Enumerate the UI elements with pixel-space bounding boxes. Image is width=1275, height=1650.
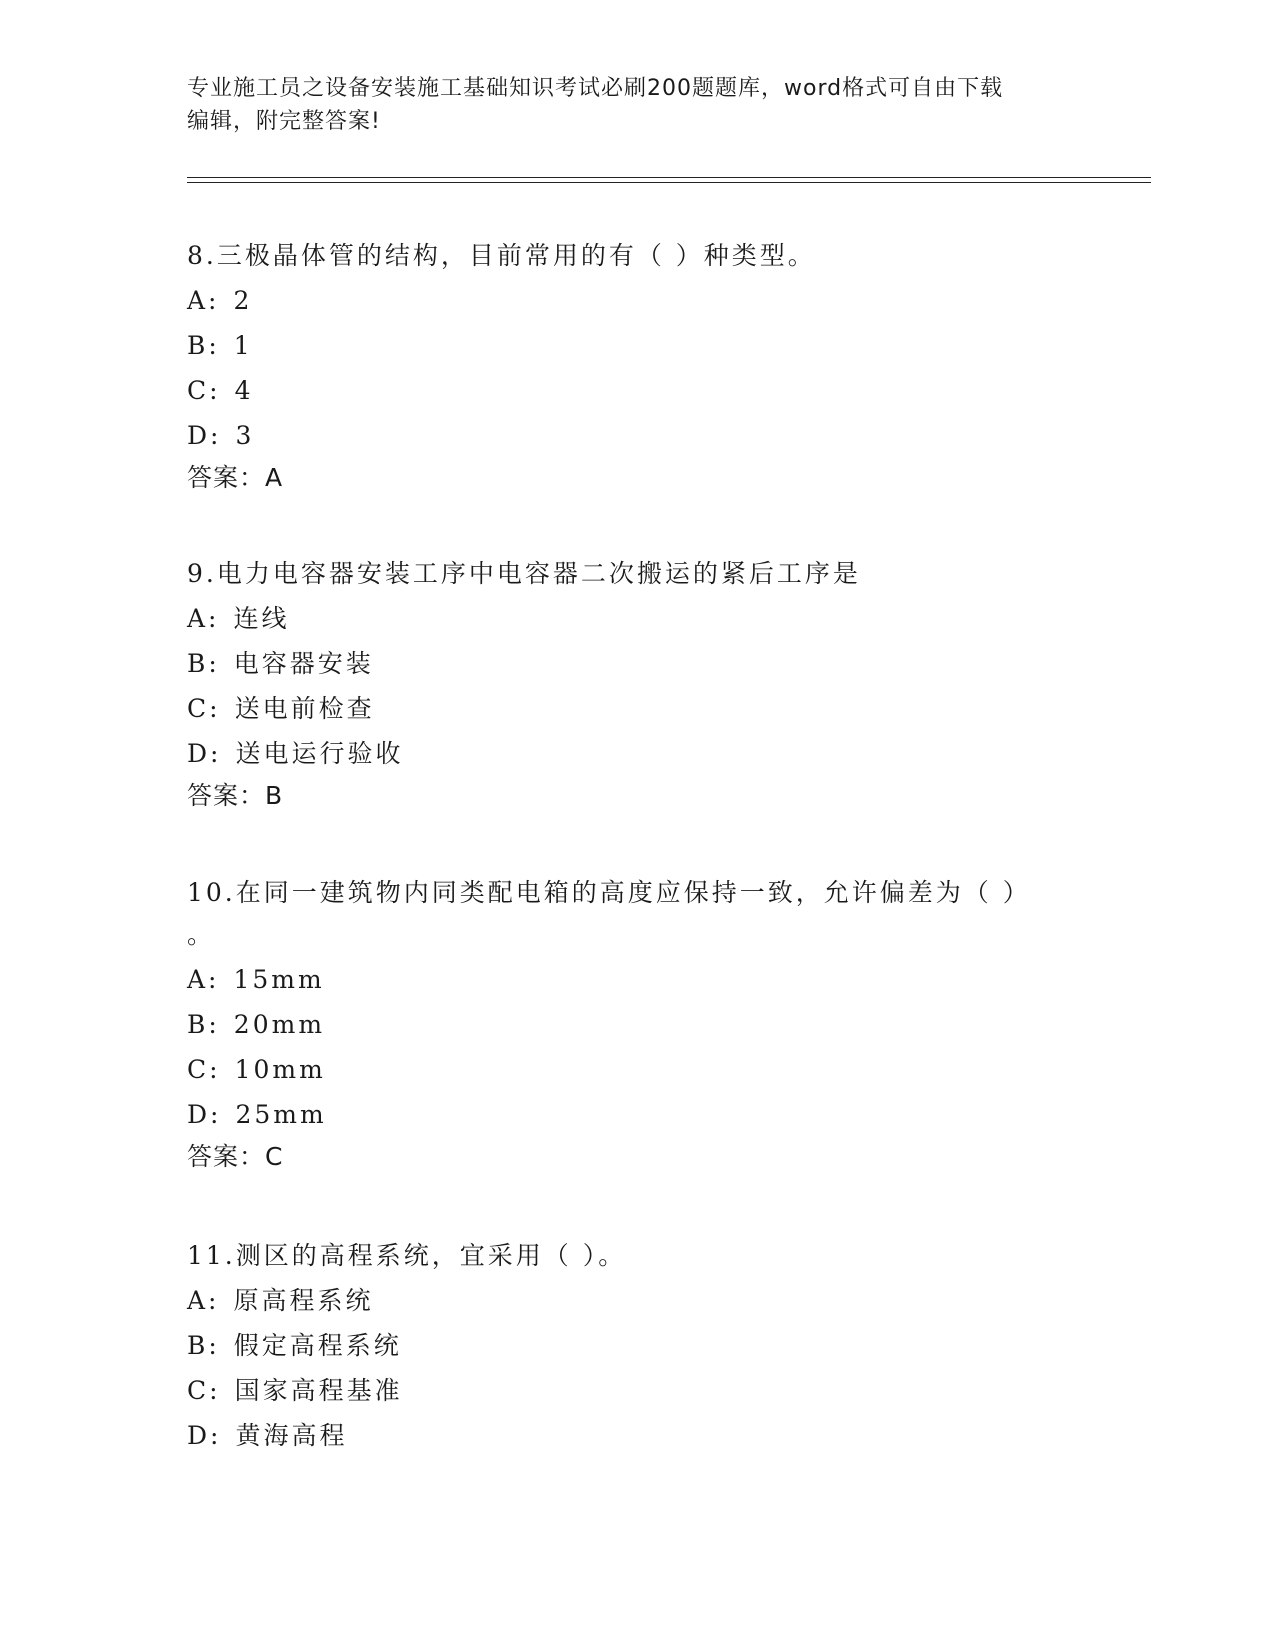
option-text: 15mm <box>233 965 325 994</box>
option-d <box>187 1099 1087 1131</box>
option-text: 4 <box>234 376 254 405</box>
option-a <box>187 285 1087 317</box>
question-11 <box>187 1240 1087 1452</box>
option-text: 电容器安装 <box>233 649 374 678</box>
option-a <box>187 603 1087 635</box>
option-letter: B: <box>187 331 220 360</box>
option-letter: B: <box>187 649 220 678</box>
option-text: 10mm <box>234 1055 326 1084</box>
document-header <box>187 72 1087 138</box>
option-text: 假定高程系统 <box>233 1331 402 1360</box>
option-a <box>187 1285 1087 1317</box>
option-text: 1 <box>233 331 253 360</box>
option-text: 黄海高程 <box>235 1421 348 1450</box>
option-letter: A: <box>187 965 220 994</box>
question-stem-continuation: 。 <box>187 920 213 949</box>
option-d <box>187 738 1087 770</box>
option-text: 20mm <box>233 1010 326 1039</box>
option-c <box>187 693 1087 725</box>
question-10 <box>187 877 1087 1173</box>
option-text: 3 <box>235 421 255 450</box>
option-letter: D: <box>187 1421 222 1450</box>
option-text: 原高程系统 <box>233 1286 374 1315</box>
option-letter: D: <box>187 421 222 450</box>
question-stem: 11.测区的高程系统，宜采用（ ）。 <box>187 1241 627 1270</box>
option-letter: A: <box>187 604 220 633</box>
answer-line: 答案：C <box>187 1142 284 1171</box>
option-d <box>187 1420 1087 1452</box>
option-letter: C: <box>187 694 221 723</box>
option-text: 连线 <box>233 604 290 633</box>
option-letter: A: <box>187 286 220 315</box>
header-divider-bottom <box>187 182 1151 183</box>
option-text: 25mm <box>235 1100 327 1129</box>
option-b <box>187 648 1087 680</box>
option-text: 2 <box>233 286 253 315</box>
option-letter: D: <box>187 1100 222 1129</box>
option-letter: C: <box>187 1376 221 1405</box>
option-b <box>187 1330 1087 1362</box>
option-c <box>187 375 1087 407</box>
option-letter: A: <box>187 1286 220 1315</box>
option-text: 送电前检查 <box>234 694 375 723</box>
option-a <box>187 964 1087 996</box>
question-stem: 8.三极晶体管的结构，目前常用的有（ ）种类型。 <box>187 241 816 270</box>
answer-line: 答案：A <box>187 463 284 492</box>
header-line-2: 编辑，附完整答案! <box>187 109 381 134</box>
option-b <box>187 1009 1087 1041</box>
question-stem: 10.在同一建筑物内同类配电箱的高度应保持一致，允许偏差为（ ） <box>187 878 1031 907</box>
option-c <box>187 1375 1087 1407</box>
question-8 <box>187 240 1087 494</box>
option-letter: C: <box>187 1055 221 1084</box>
option-b <box>187 330 1087 362</box>
option-letter: B: <box>187 1010 220 1039</box>
option-letter: B: <box>187 1331 220 1360</box>
option-d <box>187 420 1087 452</box>
option-letter: D: <box>187 739 222 768</box>
option-text: 送电运行验收 <box>235 739 404 768</box>
option-c <box>187 1054 1087 1086</box>
header-divider-top <box>187 177 1151 178</box>
question-stem: 9.电力电容器安装工序中电容器二次搬运的紧后工序是 <box>187 559 861 588</box>
question-9 <box>187 558 1087 812</box>
option-text: 国家高程基准 <box>234 1376 403 1405</box>
header-line-1: 专业施工员之设备安装施工基础知识考试必刷200题题库，word格式可自由下载 <box>187 76 1004 101</box>
option-letter: C: <box>187 376 221 405</box>
answer-line: 答案：B <box>187 781 284 810</box>
